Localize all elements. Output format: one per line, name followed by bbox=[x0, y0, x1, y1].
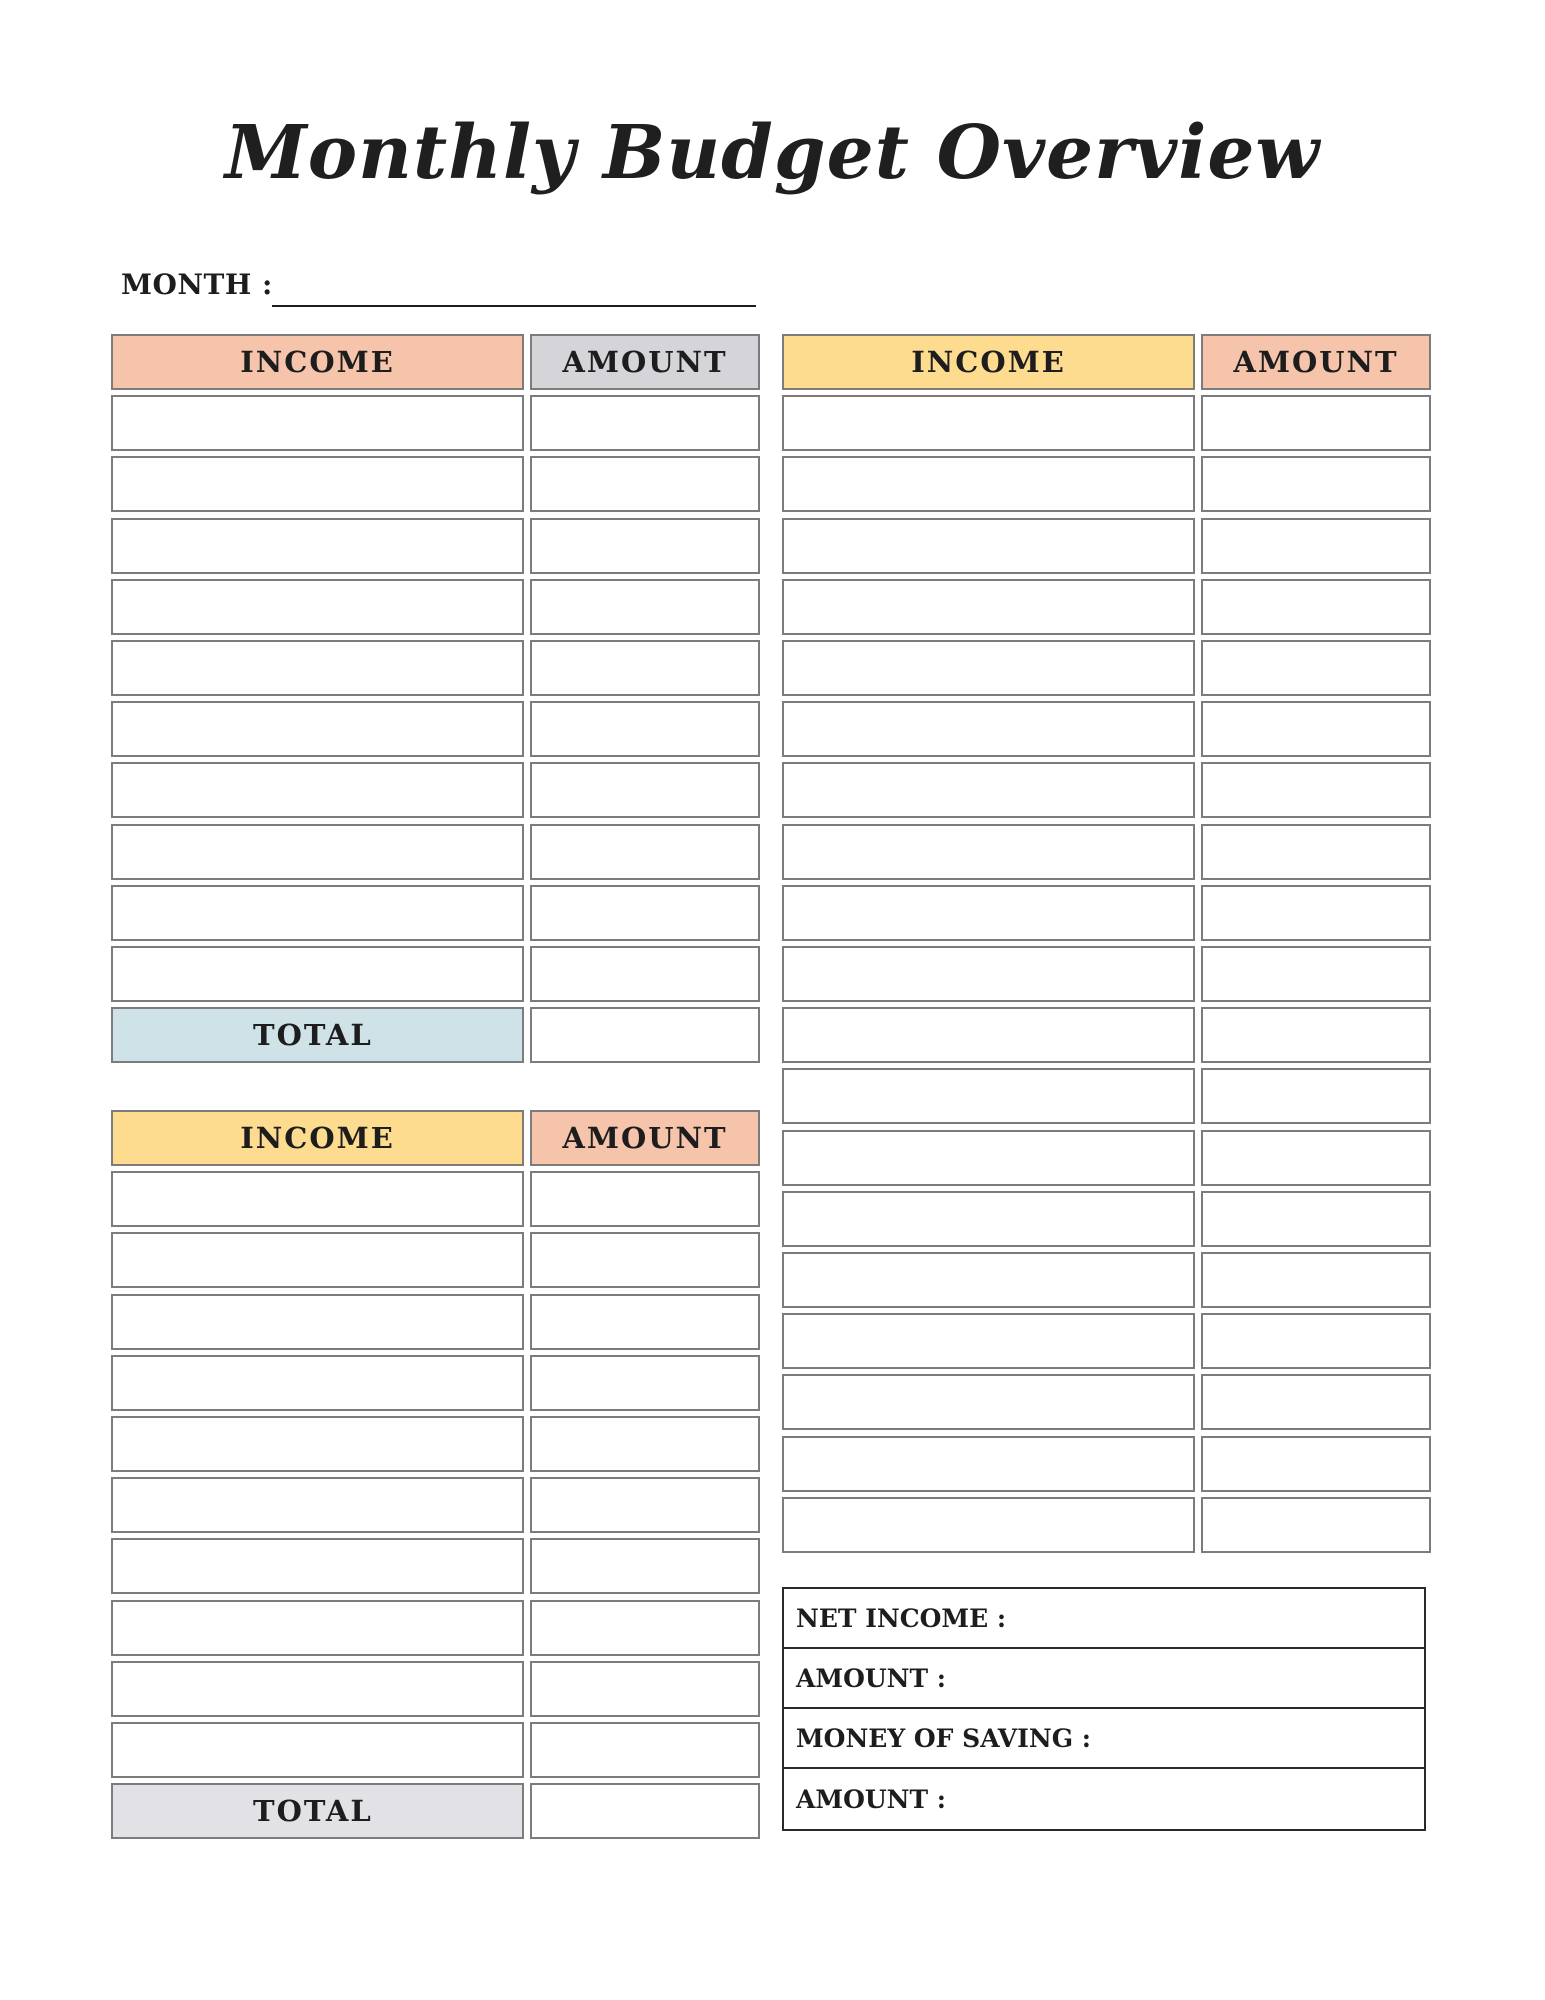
income-cell[interactable] bbox=[782, 1436, 1195, 1492]
income-cell[interactable] bbox=[111, 395, 524, 451]
amount-cell[interactable] bbox=[530, 1294, 760, 1350]
income-cell[interactable] bbox=[782, 946, 1195, 1002]
total-amount-cell[interactable] bbox=[530, 1007, 760, 1063]
amount-cell[interactable] bbox=[530, 762, 760, 818]
amount-cell[interactable] bbox=[530, 395, 760, 451]
income-header: INCOME bbox=[111, 334, 524, 390]
amount-cell[interactable] bbox=[1201, 579, 1431, 635]
income-cell[interactable] bbox=[111, 1538, 524, 1594]
summary-money-of-saving[interactable]: MONEY OF SAVING : bbox=[784, 1709, 1424, 1769]
summary-amount-2[interactable]: AMOUNT : bbox=[796, 1784, 947, 1814]
amount-header: AMOUNT bbox=[1201, 334, 1431, 390]
amount-cell[interactable] bbox=[1201, 701, 1431, 757]
amount-cell[interactable] bbox=[530, 579, 760, 635]
amount-cell[interactable] bbox=[1201, 1130, 1431, 1186]
income-cell[interactable] bbox=[782, 1252, 1195, 1308]
income-cell[interactable] bbox=[111, 885, 524, 941]
amount-cell[interactable] bbox=[530, 1416, 760, 1472]
amount-cell[interactable] bbox=[1201, 456, 1431, 512]
amount-cell[interactable] bbox=[530, 1600, 760, 1656]
page-title: Monthly Budget Overview bbox=[224, 110, 1321, 196]
amount-cell[interactable] bbox=[530, 701, 760, 757]
amount-cell[interactable] bbox=[1201, 946, 1431, 1002]
income-cell[interactable] bbox=[782, 701, 1195, 757]
income-cell[interactable] bbox=[782, 1068, 1195, 1124]
income-cell[interactable] bbox=[782, 395, 1195, 451]
income-cell[interactable] bbox=[111, 1600, 524, 1656]
amount-cell[interactable] bbox=[1201, 1497, 1431, 1553]
income-cell[interactable] bbox=[111, 1416, 524, 1472]
summary-amount-1[interactable]: AMOUNT : bbox=[784, 1649, 1424, 1709]
income-cell[interactable] bbox=[111, 1355, 524, 1411]
amount-cell[interactable] bbox=[1201, 1068, 1431, 1124]
total-label: TOTAL bbox=[111, 1007, 524, 1063]
summary-net-income[interactable]: NET INCOME : bbox=[784, 1589, 1424, 1649]
income-cell[interactable] bbox=[782, 1130, 1195, 1186]
amount-cell[interactable] bbox=[1201, 518, 1431, 574]
income-cell[interactable] bbox=[782, 824, 1195, 880]
amount-cell[interactable] bbox=[1201, 1252, 1431, 1308]
amount-header: AMOUNT bbox=[530, 1110, 760, 1166]
month-input-line[interactable] bbox=[272, 305, 756, 307]
amount-cell[interactable] bbox=[530, 1355, 760, 1411]
amount-cell[interactable] bbox=[530, 1232, 760, 1288]
income-cell[interactable] bbox=[782, 456, 1195, 512]
amount-cell[interactable] bbox=[1201, 395, 1431, 451]
amount-cell[interactable] bbox=[530, 640, 760, 696]
income-header: INCOME bbox=[782, 334, 1195, 390]
amount-cell[interactable] bbox=[1201, 1374, 1431, 1430]
income-cell[interactable] bbox=[782, 762, 1195, 818]
amount-cell[interactable] bbox=[530, 1661, 760, 1717]
amount-cell[interactable] bbox=[530, 518, 760, 574]
income-cell[interactable] bbox=[782, 518, 1195, 574]
income-cell[interactable] bbox=[111, 1294, 524, 1350]
income-cell[interactable] bbox=[111, 640, 524, 696]
income-cell[interactable] bbox=[782, 1191, 1195, 1247]
income-header: INCOME bbox=[111, 1110, 524, 1166]
income-cell[interactable] bbox=[782, 885, 1195, 941]
income-cell[interactable] bbox=[782, 1497, 1195, 1553]
amount-cell[interactable] bbox=[1201, 640, 1431, 696]
income-cell[interactable] bbox=[111, 518, 524, 574]
amount-cell[interactable] bbox=[530, 946, 760, 1002]
income-cell[interactable] bbox=[111, 1171, 524, 1227]
income-cell[interactable] bbox=[111, 1232, 524, 1288]
income-cell[interactable] bbox=[111, 579, 524, 635]
amount-cell[interactable] bbox=[530, 824, 760, 880]
amount-cell[interactable] bbox=[1201, 1007, 1431, 1063]
income-cell[interactable] bbox=[111, 762, 524, 818]
income-cell[interactable] bbox=[782, 1374, 1195, 1430]
amount-cell[interactable] bbox=[1201, 1313, 1431, 1369]
income-cell[interactable] bbox=[111, 1661, 524, 1717]
amount-cell[interactable] bbox=[530, 1171, 760, 1227]
amount-cell[interactable] bbox=[530, 1477, 760, 1533]
income-cell[interactable] bbox=[111, 701, 524, 757]
income-cell[interactable] bbox=[782, 1007, 1195, 1063]
amount-cell[interactable] bbox=[1201, 885, 1431, 941]
amount-cell[interactable] bbox=[530, 1538, 760, 1594]
income-cell[interactable] bbox=[111, 1477, 524, 1533]
income-cell[interactable] bbox=[111, 824, 524, 880]
income-cell[interactable] bbox=[111, 1722, 524, 1778]
month-label: MONTH : bbox=[121, 268, 273, 301]
income-cell[interactable] bbox=[782, 1313, 1195, 1369]
amount-cell[interactable] bbox=[530, 1722, 760, 1778]
summary-box bbox=[782, 1587, 1426, 1831]
amount-cell[interactable] bbox=[530, 456, 760, 512]
income-cell[interactable] bbox=[111, 946, 524, 1002]
income-cell[interactable] bbox=[111, 456, 524, 512]
total-amount-cell[interactable] bbox=[530, 1783, 760, 1839]
amount-cell[interactable] bbox=[1201, 824, 1431, 880]
income-cell[interactable] bbox=[782, 640, 1195, 696]
amount-cell[interactable] bbox=[530, 885, 760, 941]
amount-header: AMOUNT bbox=[530, 334, 760, 390]
amount-cell[interactable] bbox=[1201, 1191, 1431, 1247]
amount-cell[interactable] bbox=[1201, 762, 1431, 818]
income-cell[interactable] bbox=[782, 579, 1195, 635]
amount-cell[interactable] bbox=[1201, 1436, 1431, 1492]
total-label: TOTAL bbox=[111, 1783, 524, 1839]
